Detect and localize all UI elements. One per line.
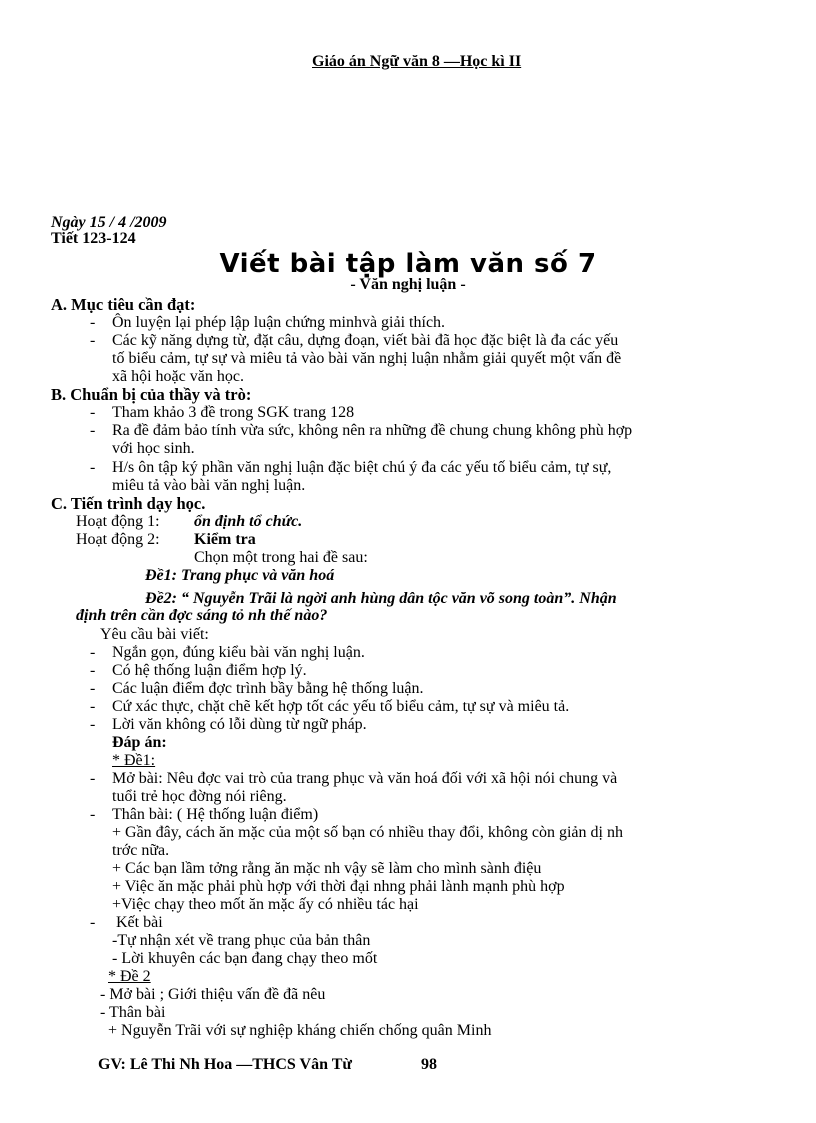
section-b-heading: B. Chuẩn bị của thầy và trò:: [51, 385, 252, 404]
topic-2-line-1: Đề2: “ Nguyễn Trãi là ngời anh hùng dân tộc văn võ song toàn”. Nhận: [145, 590, 617, 607]
list-item: Ra đề đảm bảo tính vừa sức, không nên ra những đề chung chung không phù hợp: [112, 422, 633, 439]
list-item: Có hệ thống luận điểm hợp lý.: [112, 662, 307, 679]
bullet-dash: -: [90, 770, 96, 787]
list-item: trớc nữa.: [112, 842, 170, 859]
activity-1-value: ổn định tổ chức.: [194, 513, 303, 530]
page-subtitle: - Văn nghị luận -: [350, 276, 466, 293]
list-item: Cứ xác thực, chặt chẽ kết hợp tốt các yếu tố biểu cảm, tự sự và miêu tả.: [112, 698, 570, 715]
list-item: +Việc chạy theo mốt ăn mặc ấy có nhiều tác hại: [112, 896, 419, 913]
list-item: với học sinh.: [112, 440, 195, 457]
list-item: Tham khảo 3 đề trong SGK trang 128: [112, 404, 355, 421]
list-item: tố biểu cảm, tự sự và miêu tả vào bài văn nghị luận nhằm giải quyết một vấn đề: [112, 350, 622, 367]
section-a-heading: A. Mục tiêu cần đạt:: [51, 295, 196, 314]
bullet-dash: -: [90, 332, 96, 349]
bullet-dash: -: [90, 314, 96, 331]
list-item: tuổi trẻ học đờng nói riêng.: [112, 788, 287, 805]
list-item: Thân bài: ( Hệ thống luận điểm): [112, 806, 319, 823]
topic-1: Đề1: Trang phục và văn hoá: [145, 567, 335, 584]
list-item: Mở bài: Nêu đợc vai trò của trang phục và văn hoá đối với xã hội nói chung và: [112, 770, 618, 787]
bullet-dash: -: [90, 806, 96, 823]
choose-prompt: Chọn một trong hai đề sau:: [194, 549, 368, 566]
page-number: 98: [421, 1056, 437, 1073]
bullet-dash: -: [90, 404, 96, 421]
list-item: H/s ôn tập ký phần văn nghị luận đặc biệt chú ý đa các yếu tố biểu cảm, tự sự,: [112, 459, 612, 476]
list-item: xã hội hoặc văn học.: [112, 368, 244, 385]
list-item: - Lời khuyên các bạn đang chạy theo mốt: [112, 950, 378, 967]
bullet-dash: -: [90, 914, 96, 931]
list-item: Các luận điểm đợc trình bầy bằng hệ thống luận.: [112, 680, 424, 697]
list-item: + Các bạn lầm tởng rằng ăn mặc nh vậy sẽ làm cho mình sành điệu: [112, 860, 542, 877]
list-item: Lời văn không có lỗi dùng từ ngữ pháp.: [112, 716, 367, 733]
list-item: - Thân bài: [100, 1004, 166, 1021]
list-item: Kết bài: [116, 914, 163, 931]
activity-2-value: Kiểm tra: [194, 531, 256, 548]
page-header: Giáo án Ngữ văn 8 —Học kì II: [312, 53, 522, 70]
page-title: Viết bài tập làm văn số 7: [219, 249, 597, 279]
answer-heading: Đáp án:: [112, 734, 167, 751]
requirements-heading: Yêu cầu bài viết:: [100, 626, 209, 643]
bullet-dash: -: [90, 698, 96, 715]
answer-topic-2-mark: * Đề 2: [108, 968, 151, 985]
list-item: miêu tả vào bài văn nghị luận.: [112, 477, 306, 494]
lesson-date: Ngày 15 / 4 /2009: [51, 214, 167, 231]
list-item: + Việc ăn mặc phải phù hợp với thời đại nhng phải lành mạnh phù hợp: [112, 878, 565, 895]
list-item: Ôn luyện lại phép lập luận chứng minhvà giải thích.: [112, 314, 446, 331]
list-item: Các kỹ năng dựng từ, đặt câu, dựng đoạn, viết bài đã học đặc biệt là đa các yếu: [112, 332, 619, 349]
answer-topic-1-mark: * Đề1:: [112, 752, 156, 769]
list-item: - Mở bài ; Giới thiệu vấn đề đã nêu: [100, 986, 326, 1003]
bullet-dash: -: [90, 716, 96, 733]
section-c-heading: C. Tiến trình dạy học.: [51, 494, 206, 513]
list-item: + Gần đây, cách ăn mặc của một số bạn có nhiều thay đổi, không còn giản dị nh: [112, 824, 623, 841]
bullet-dash: -: [90, 662, 96, 679]
bullet-dash: -: [90, 459, 96, 476]
list-item: -Tự nhận xét về trang phục của bản thân: [112, 932, 371, 949]
topic-2-line-2: định trên cần đợc sáng tỏ nh thế nào?: [76, 607, 328, 624]
bullet-dash: -: [90, 422, 96, 439]
activity-1-label: Hoạt động 1:: [76, 513, 160, 530]
list-item: + Nguyễn Trãi với sự nghiệp kháng chiến chống quân Minh: [108, 1022, 492, 1039]
lesson-number: Tiết 123-124: [51, 230, 136, 247]
page-footer-author: GV: Lê Thi Nh Hoa —THCS Vân Từ: [98, 1056, 352, 1073]
bullet-dash: -: [90, 644, 96, 661]
activity-2-label: Hoạt động 2:: [76, 531, 160, 548]
list-item: Ngắn gọn, đúng kiểu bài văn nghị luận.: [112, 644, 365, 661]
bullet-dash: -: [90, 680, 96, 697]
